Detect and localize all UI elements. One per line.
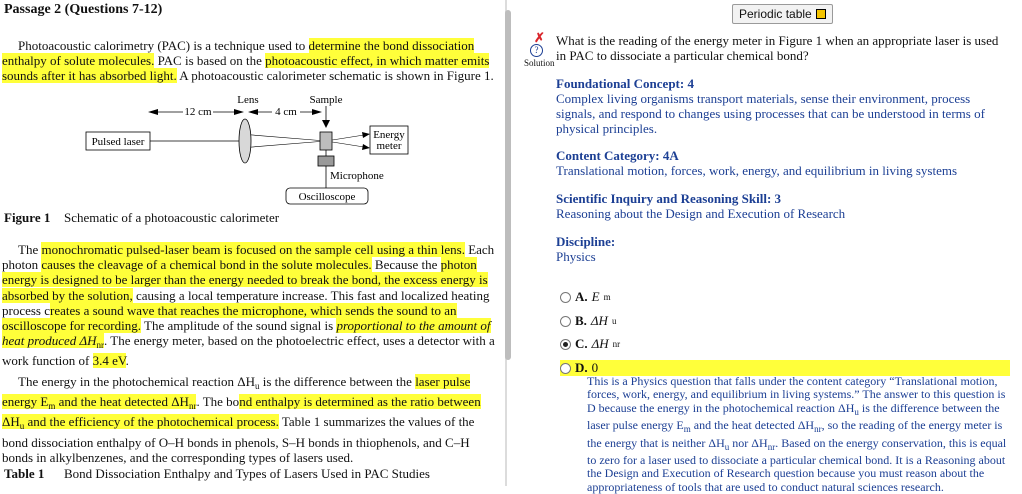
figure-1-caption: Figure 1 Schematic of a photoacoustic calorimeter (4, 210, 280, 225)
passage-title: Passage 2 (Questions 7-12) (4, 2, 163, 17)
question-pane[interactable] (512, 0, 1022, 494)
down-arrow-icon (322, 120, 330, 128)
periodic-table-button[interactable]: Periodic table (732, 4, 833, 24)
radio-b[interactable] (560, 316, 571, 327)
foundational-concept: Foundational Concept: 4 Complex living organisms transport materials, sense their environment, process signals, and respond to changes using processes that can be understood in terms of physical principles. (556, 76, 985, 136)
dist-4-label: 4 cm (275, 106, 297, 118)
solution-icon[interactable]: ? (530, 44, 543, 57)
solution-label[interactable]: Solution (524, 58, 555, 68)
highlight: determine the bond dissociation enthalpy of solute molecules. (2, 38, 475, 69)
periodic-table-icon (816, 9, 826, 19)
paragraph-2: The monochromatic pulsed-laser beam is focused on the sample cell using a thin lens. Each photon causes the cleavage of a chemical bond in the solute molecules. Because the photon energy is designed to be larger than the energy needed to break the bond, the excess energy is absorbed by the solution, causing a local temperature increase. This fast and localized heating process creates a sound wave that reaches the microphone, which sends the sound to an oscilloscope for recording. The amplitude of the sound signal is proportional to the amount of heat produced $\Delta H_{nr}$. The energy meter, based on the photoelectric effect, uses a detector with a work function of 3.4 eV. (2, 242, 495, 369)
microphone-shape (318, 156, 334, 166)
pulsed-laser-label: Pulsed laser (91, 136, 145, 148)
lens-label: Lens (237, 94, 259, 106)
passage-pane[interactable] (0, 0, 500, 486)
radio-d[interactable] (560, 363, 571, 374)
arrow-head-icon (234, 109, 244, 115)
option-a[interactable]: A. E m (560, 289, 611, 305)
wrong-answer-icon: ✗ (534, 30, 545, 45)
lens-shape (239, 119, 251, 163)
radio-a[interactable] (560, 292, 571, 303)
option-c[interactable]: C. ΔH nr (560, 336, 620, 352)
paragraph-1: Photoacoustic calorimetry (PAC) is a technique used to determine the bond dissociation enthalpy of solute molecules. PAC is based on the photoacoustic effect, in which matter emits sounds after it has absorbed light. A photoacoustic calorimeter schematic is shown in Figure 1. (2, 38, 494, 84)
arrow-head-icon (312, 109, 322, 115)
option-d[interactable]: D. 0 (560, 360, 1010, 376)
microphone-label: Microphone (330, 170, 384, 182)
figure-1-schematic (80, 90, 420, 210)
table-1-caption: Table 1 Bond Dissociation Enthalpy and Types of Lasers Used in PAC Studies (4, 466, 430, 481)
reasoning-skill: Scientific Inquiry and Reasoning Skill: 3 Reasoning about the Design and Execution of Research (556, 191, 846, 221)
passage-scrollbar[interactable] (505, 10, 511, 360)
sample-cell (320, 132, 332, 150)
energy-meter-label: Energy meter (373, 129, 405, 152)
oscilloscope-label: Oscilloscope (298, 191, 356, 203)
highlight: photoacoustic effect, in which matter emits sounds after it has absorbed light. (2, 53, 490, 84)
dist-12-label: 12 cm (184, 106, 212, 118)
discipline: Discipline: Physics (556, 234, 616, 264)
paragraph-3: The energy in the photochemical reaction $\Delta H_u$ is the difference between the laser pulse energy $E_m$ and the heat detected $\Delta H_{nr}$. The bond enthalpy is determined as the ratio between $\Delta H_u$ and the efficiency of the photochemical process. Table 1 summarizes the values of the bond dissociation enthalpy of O–H bonds in phenols, S–H bonds in thiophenols, and C–H bonds in alkylbenzenes, and the corresponding types of lasers used. (2, 374, 481, 465)
question-text: What is the reading of the energy meter in Figure 1 when an appropriate laser is used in PAC to dissociate a particular chemical bond? (556, 33, 999, 63)
arrow-head-icon (248, 109, 258, 115)
arrow-head-icon (148, 109, 158, 115)
option-b[interactable]: B. ΔH u (560, 313, 616, 329)
radio-c-selected[interactable] (560, 339, 571, 350)
content-category: Content Category: 4A Translational motion, forces, work, energy, and equilibrium in living systems (556, 148, 958, 178)
answer-explanation: This is a Physics question that falls under the content category “Translational motion, forces, work, energy, and equilibrium in living systems.” The answer to this question is D because the energy in the photochemical reaction $\Delta H_u$ is the difference between the laser pulse energy $E_m$ and the heat detected $\Delta H_{nr}$, so the reading of the energy meter is the energy that is neither $\Delta H_u$ nor $\Delta H_{nr}$. Based on the energy conservation, this is equal to zero for a laser used to dissociate a particular chemical bond. It is a Reasoning about the Design and Execution of Research question because you must reason about the appropriateness of tools that are used to conduct natural sciences research. (587, 374, 1007, 494)
sample-label: Sample (309, 94, 343, 106)
